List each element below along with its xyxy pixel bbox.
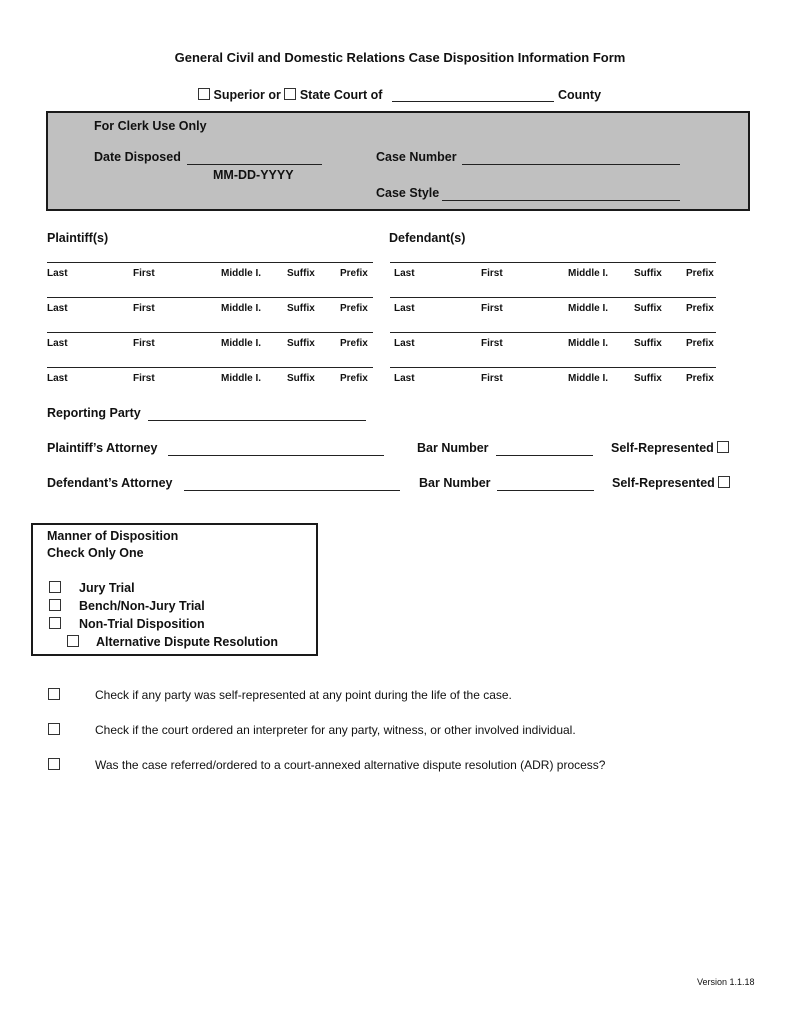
defendant-column-label: Prefix (686, 338, 714, 349)
checkbox[interactable] (67, 635, 79, 647)
version-label: Version 1.1.18 (697, 977, 755, 987)
self-represented-label: Self-Represented (611, 441, 714, 455)
plaintiff-column-label: Last (47, 303, 68, 314)
defendant-column-label: Last (394, 373, 415, 384)
defendant-column-label: Prefix (686, 268, 714, 279)
plaintiff-column-label: Middle I. (221, 373, 261, 384)
plaintiffs-heading: Plaintiff(s) (47, 231, 109, 245)
superior-label: Superior or (213, 88, 281, 102)
plaintiff-bar-number-field[interactable] (496, 455, 593, 456)
check-label: Was the case referred/ordered to a court-annexed alternative dispute resolution (ADR) process? (95, 758, 606, 772)
defendants-heading: Defendant(s) (389, 231, 466, 245)
check-label: Check if the court ordered an interpreter for any party, witness, or other involved individual. (95, 723, 576, 737)
state-checkbox[interactable] (284, 88, 296, 100)
plaintiff-attorney-label: Plaintiff’s Attorney (47, 441, 158, 455)
defendant-column-label: First (481, 338, 503, 349)
plaintiff-column-label: Last (47, 338, 68, 349)
plaintiff-column-label: Prefix (340, 338, 368, 349)
manner-option[interactable] (49, 581, 135, 595)
checkbox[interactable] (48, 688, 60, 700)
defendant-column-label: Middle I. (568, 303, 608, 314)
reporting-party-field[interactable] (148, 420, 366, 421)
case-number-field[interactable] (462, 164, 680, 165)
plaintiff-bar-number-label: Bar Number (417, 441, 489, 455)
defendant-name-field[interactable] (390, 367, 716, 368)
plaintiff-attorney-field[interactable] (168, 455, 384, 456)
date-format-hint: MM-DD-YYYY (213, 168, 294, 182)
plaintiff-column-label: Suffix (287, 268, 315, 279)
defendant-column-label: Last (394, 268, 415, 279)
plaintiff-column-label: First (133, 338, 155, 349)
option-label: Bench/Non-Jury Trial (79, 599, 205, 613)
checkbox[interactable] (48, 723, 60, 735)
defendant-column-label: Prefix (686, 303, 714, 314)
defendant-name-field[interactable] (390, 262, 716, 263)
defendant-column-label: Last (394, 338, 415, 349)
plaintiff-column-label: Suffix (287, 373, 315, 384)
case-style-label: Case Style (376, 186, 440, 200)
case-number-label: Case Number (376, 150, 457, 164)
plaintiff-column-label: First (133, 268, 155, 279)
plaintiff-column-label: Middle I. (221, 303, 261, 314)
plaintiff-column-label: Prefix (340, 303, 368, 314)
checkbox[interactable] (49, 617, 61, 629)
manner-option[interactable] (67, 635, 278, 649)
manner-option[interactable] (49, 617, 205, 631)
plaintiff-column-label: First (133, 303, 155, 314)
defendant-bar-number-label: Bar Number (419, 476, 491, 490)
state-label: State Court of (299, 88, 383, 102)
defendant-attorney-field[interactable] (184, 490, 400, 491)
form-title: General Civil and Domestic Relations Case Disposition Information Form (174, 50, 626, 65)
plaintiff-column-label: Suffix (287, 303, 315, 314)
plaintiff-column-label: Prefix (340, 373, 368, 384)
defendant-column-label: First (481, 373, 503, 384)
defendant-column-label: Middle I. (568, 268, 608, 279)
defendant-name-field[interactable] (390, 332, 716, 333)
superior-checkbox[interactable] (198, 88, 210, 100)
plaintiff-column-label: Last (47, 268, 68, 279)
check-label: Check if any party was self-represented at any point during the life of the case. (95, 688, 512, 702)
check-item[interactable] (48, 688, 512, 702)
defendant-self-represented-checkbox[interactable] (718, 476, 730, 488)
clerk-heading: For Clerk Use Only (94, 119, 207, 133)
reporting-party-label: Reporting Party (47, 406, 141, 420)
plaintiff-column-label: Last (47, 373, 68, 384)
defendant-column-label: Last (394, 303, 415, 314)
plaintiff-column-label: Middle I. (221, 338, 261, 349)
date-disposed-field[interactable] (187, 164, 322, 165)
plaintiff-column-label: Middle I. (221, 268, 261, 279)
defendant-name-field[interactable] (390, 297, 716, 298)
manner-heading: Manner of Disposition (47, 529, 179, 543)
plaintiff-column-label: Suffix (287, 338, 315, 349)
checkbox[interactable] (48, 758, 60, 770)
manner-subheading: Check Only One (47, 546, 144, 560)
court-line (198, 88, 382, 102)
check-item[interactable] (48, 758, 605, 772)
defendant-column-label: Middle I. (568, 373, 608, 384)
defendant-self-represented (612, 476, 730, 490)
plaintiff-name-field[interactable] (47, 332, 373, 333)
county-field[interactable] (392, 101, 554, 102)
defendant-bar-number-field[interactable] (497, 490, 594, 491)
checkbox[interactable] (49, 581, 61, 593)
defendant-attorney-label: Defendant’s Attorney (47, 476, 173, 490)
option-label: Alternative Dispute Resolution (96, 635, 278, 649)
plaintiff-column-label: First (133, 373, 155, 384)
defendant-column-label: Middle I. (568, 338, 608, 349)
self-represented-label: Self-Represented (612, 476, 715, 490)
defendant-column-label: Suffix (634, 338, 662, 349)
manner-option[interactable] (49, 599, 205, 613)
defendant-column-label: Suffix (634, 303, 662, 314)
option-label: Non-Trial Disposition (79, 617, 205, 631)
plaintiff-self-represented-checkbox[interactable] (717, 441, 729, 453)
defendant-column-label: Suffix (634, 268, 662, 279)
plaintiff-name-field[interactable] (47, 297, 373, 298)
plaintiff-name-field[interactable] (47, 262, 373, 263)
plaintiff-self-represented (611, 441, 729, 455)
defendant-column-label: Prefix (686, 373, 714, 384)
defendant-column-label: First (481, 268, 503, 279)
option-label: Jury Trial (79, 581, 135, 595)
defendant-column-label: Suffix (634, 373, 662, 384)
check-item[interactable] (48, 723, 576, 737)
defendant-column-label: First (481, 303, 503, 314)
checkbox[interactable] (49, 599, 61, 611)
plaintiff-column-label: Prefix (340, 268, 368, 279)
date-disposed-label: Date Disposed (94, 150, 181, 164)
county-label: County (558, 88, 602, 102)
case-style-field[interactable] (442, 200, 680, 201)
plaintiff-name-field[interactable] (47, 367, 373, 368)
